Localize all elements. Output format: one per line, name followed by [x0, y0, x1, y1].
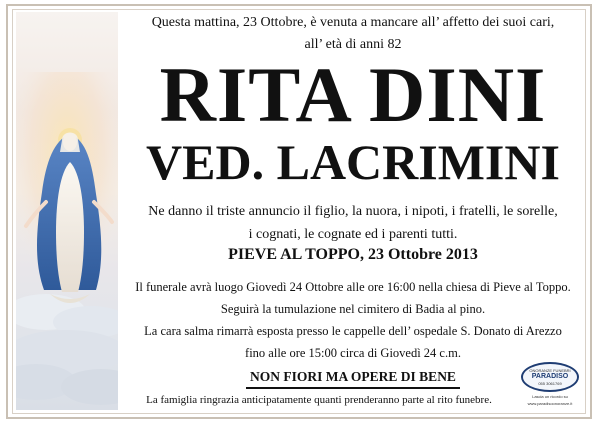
funeral-line-2: Seguirà la tumulazione nel cimitero di Badia al pino.: [220, 302, 486, 316]
widow-of-name: VED. LACRIMINI: [146, 134, 560, 190]
funeral-details: [118, 276, 588, 364]
no-flowers-text: NON FIORI MA OPERE DI BENE: [246, 368, 460, 389]
logo-brand: PARADISO: [531, 373, 569, 380]
madonna-illustration: [16, 12, 118, 410]
place-date: PIEVE AL TOPPO, 23 Ottobre 2013: [228, 246, 478, 263]
logo-top-text: ONORANZE FUNEBRI: [529, 368, 571, 373]
intro-line-1: Questa mattina, 23 Ottobre, è venuta a mancare all’ affetto dei suoi cari,: [151, 15, 555, 30]
logo-caption-2: www.paradisoonoranze.it: [527, 401, 573, 406]
intro-text: [118, 12, 588, 56]
funeral-line-3: La cara salma rimarrà esposta presso le cappelle dell’ ospedale S. Donato di Arezzo: [144, 324, 562, 338]
funeral-line-1: Il funerale avrà luogo Giovedì 24 Ottobre alle ore 16:00 nella chiesa di Pieve al Toppo.: [135, 280, 571, 294]
announcement-line-2: i cognati, le cognate ed i parenti tutti.: [248, 227, 458, 242]
logo-phone: 055 3061769: [538, 381, 562, 386]
announcement-line-1: Ne danno il triste annuncio il figlio, la nuora, i nipoti, i fratelli, le sorelle,: [148, 204, 558, 219]
funeral-home-logo: [514, 362, 586, 408]
deceased-name: RITA DINI: [159, 51, 547, 138]
thanks-text: La famiglia ringrazia anticipatamente quanti prenderanno parte al rito funebre.: [146, 394, 492, 406]
madonna-image: [16, 12, 118, 410]
announcement-text: [118, 200, 588, 246]
logo-oval: [521, 362, 579, 392]
logo-caption-1: Lascia un ricordo su: [532, 394, 568, 399]
funeral-line-4: fino alle ore 15:00 circa di Giovedì 24 c.m.: [245, 346, 461, 360]
intro-line-2: all’ età di anni 82: [304, 37, 402, 52]
